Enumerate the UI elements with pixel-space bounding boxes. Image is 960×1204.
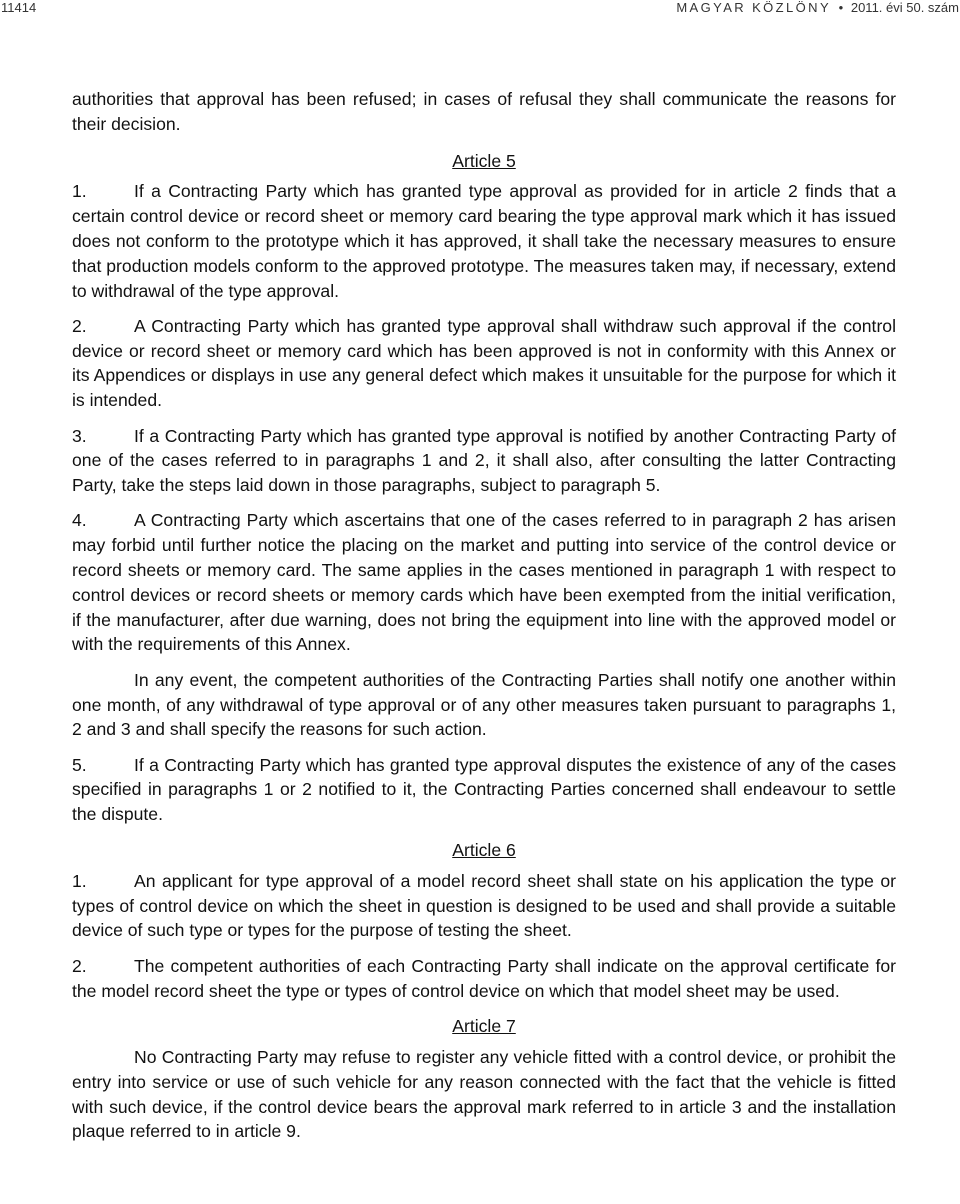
paragraph-text: The competent authorities of each Contracting Party shall indicate on the approval certificate for the model record sheet the type or types of control device on which that model sheet may be used. [72,955,896,1001]
article-7-paragraph [72,1045,896,1144]
paragraph-number: 1. [72,181,87,202]
article-6-paragraph-2 [72,954,896,1004]
paragraph-text: No Contracting Party may refuse to register any vehicle fitted with a control device, or prohibit the entry into service or use of such vehicle for any reason connected with the fact that the vehicle is fitted with such device, if the control device bears the approval mark referred to in article 3 and the installation plaque referred to in article 9. [72,1047,896,1142]
document-body [72,87,896,1155]
paragraph-number: 2. [72,315,87,336]
continued-paragraph: authorities that approval has been refused; in cases of refusal they shall communicate the reasons for their decision. [72,89,896,134]
article-5-paragraph-4 [72,508,896,657]
paragraph-text: If a Contracting Party which has granted type approval disputes the existence of any of the cases specified in paragraphs 1 or 2 notified to it, the Contracting Parties concerned shall endeavour to settle the dispute. [72,754,896,825]
journal-title: MAGYAR KÖZLÖNY [676,0,832,15]
paragraph-text: If a Contracting Party which has granted type approval as provided for in article 2 finds that a certain control device or record sheet or memory card bearing the type approval mark which it has issued does not conform to the prototype which it has approved, it shall take the necessary measures to ensure that production models conform to the approved prototype. The measures taken may, if necessary, extend to withdrawal of the type approval. [72,181,896,301]
paragraph-number: 2. [72,955,87,976]
article-6-heading: Article 6 [452,840,516,861]
paragraph-number: 1. [72,870,87,891]
paragraph-number: 3. [72,425,87,446]
page-header [0,0,960,20]
paragraph-text: In any event, the competent authorities of the Contracting Parties shall notify one another within one month, of any withdrawal of type approval or of any other measures taken pursuant to paragraphs 1, 2 and 3 and shall specify the reasons for such action. [72,669,896,740]
journal-info [676,0,959,16]
article-5-heading: Article 5 [452,150,516,171]
bullet-separator: • [838,0,844,15]
paragraph-text: A Contracting Party which ascertains that one of the cases referred to in paragraph 2 has arisen may forbid until further notice the placing on the market and putting into service of the control device or record sheets or memory card. The same applies in the cases mentioned in paragraph 1 with respect to control devices or record sheets or memory cards which have been exempted from the initial verification, if the manufacturer, after due warning, does not bring the equipment into line with the approved model or with the requirements of this Annex. [72,510,896,655]
article-5-paragraph-1 [72,179,896,303]
article-5-paragraph-4-continued [72,668,896,742]
article-5-paragraph-3 [72,424,896,498]
article-5-paragraph-2 [72,314,896,413]
paragraph-text: If a Contracting Party which has granted type approval is notified by another Contracting Party of one of the cases referred to in paragraphs 1 and 2, it shall also, after consulting the latter Contracting Party, take the steps laid down in those paragraphs, subject to paragraph 5. [72,425,896,496]
paragraph-number: 4. [72,510,87,531]
paragraph-text: An applicant for type approval of a model record sheet shall state on his application the type or types of control device on which the sheet in question is designed to be used and shall provide a suitable device of such type or types for the purpose of testing the sheet. [72,870,896,941]
paragraph-number: 5. [72,754,87,775]
article-6-paragraph-1 [72,869,896,943]
journal-issue: 2011. évi 50. szám [850,0,959,15]
article-5-paragraph-5 [72,753,896,827]
article-7-heading: Article 7 [452,1016,516,1037]
paragraph-text: A Contracting Party which has granted type approval shall withdraw such approval if the control device or record sheet or memory card which has been approved is not in conformity with this Annex or its Appendices or displays in use any general defect which makes it unsuitable for the purpose for which it is intended. [72,315,896,411]
page-number: 11414 [1,0,37,15]
